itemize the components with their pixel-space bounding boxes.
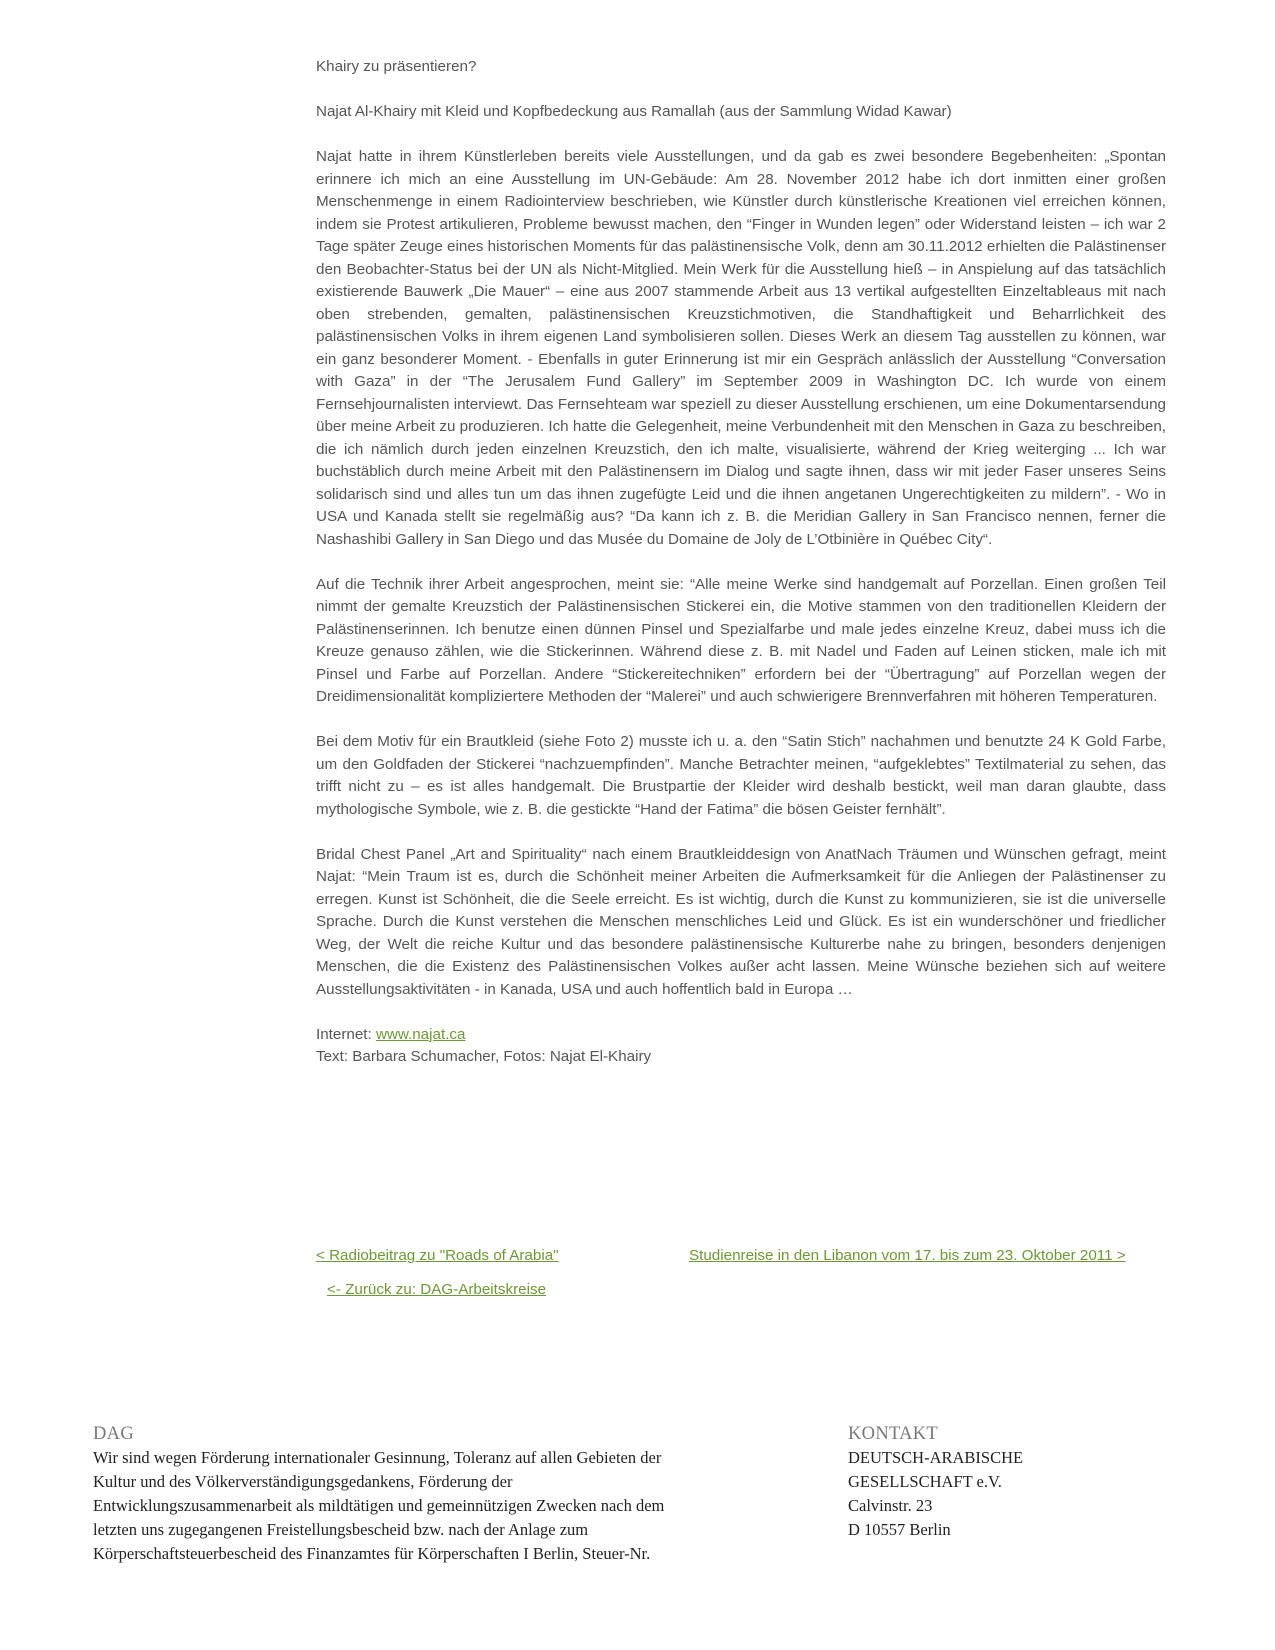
footer-about [93, 1422, 733, 1566]
article-paragraph: Auf die Technik ihrer Arbeit angesprochen, meint sie: “Alle meine Werke sind handgemalt auf Porzellan. Einen großen Teil nimmt der gemalte Kreuzstich der Palästinensischen Stickerei ein, die Motive stammen von den traditionellen Kleidern der Palästinenserinnen. Ich benutze einen dünnen Pinsel und Spezialfarbe und male jedes einzelne Kreuz, dabei muss ich die Kreuze genauso zählen, wie die Stickerinnen. Während diese z. B. mit Nadel und Faden auf Leinen sticken, male ich mit Pinsel und Farbe auf Porzellan. Andere “Stickereitechniken” erfordern bei der “Übertragung” auf Porzellan wegen der Dreidimensionalität kompliziertere Methoden der “Malerei” und auch schwierigere Brennverfahren mit höheren Temperaturen. [316, 575, 1166, 705]
footer-about-heading: DAG [93, 1424, 134, 1444]
next-article-link[interactable]: Studienreise in den Libanon vom 17. bis zum 23. Oktober 2011 > [689, 1247, 1126, 1264]
footer-contact-heading: KONTAKT [848, 1424, 939, 1444]
article-paragraph: Bridal Chest Panel „Art and Spirituality“ nach einem Brautkleiddesign von AnatNach Träumen und Wünschen gefragt, meint Najat: “Mein Traum ist es, durch die Schönheit meiner Arbeiten die Aufmerksamkeit für die Anliegen der Palästinenser zu erregen. Kunst ist Schönheit, die die Seele erreicht. Es ist wichtig, durch die Kunst zu kommunizieren, sie ist die universelle Sprache. Durch die Kunst verstehen die Menschen menschliches Leid und Glück. Es ist ein wunderschöner und friedlicher Weg, der Welt die reiche Kultur und das besondere palästinensische Kulturerbe nahe zu bringen, besonders denjenigen Menschen, die die Existenz des Palästinensischen Volkes außer acht lassen. Meine Wünsche beziehen sich auf weitere Ausstellungsaktivitäten - in Kanada, USA und auch hoffentlich bald in Europa … [316, 845, 1166, 998]
footer-about-line: Entwicklungszusammenarbeit als mildtätigen und gemeinnützigen Zwecken nach dem [93, 1496, 665, 1515]
image-caption: Najat Al-Khairy mit Kleid und Kopfbedeckung aus Ramallah (aus der Sammlung Widad Kawar) [316, 103, 952, 120]
website-link[interactable]: www.najat.ca [375, 1025, 466, 1043]
footer-about-line: Kultur und des Völkerverständigungsgedankens, Förderung der [93, 1472, 513, 1491]
footer-contact-line: D 10557 Berlin [848, 1520, 951, 1539]
internet-label: Internet: [316, 1025, 376, 1043]
prev-article-link[interactable]: < Radiobeitrag zu "Roads of Arabia" [316, 1247, 559, 1264]
article-paragraph: Najat hatte in ihrem Künstlerleben bereits viele Ausstellungen, und da gab es zwei besondere Begebenheiten: „Spontan erinnere ich mich an eine Ausstellung im UN-Gebäude: Am 28. November 2012 habe ich dort inmitten einer großen Menschenmenge in einem Radiointerview beschrieben, wie Künstler durch künstlerische Kreationen viel erreichen können, indem sie Protest artikulieren, Probleme bewusst machen, den “Finger in Wunden legen” oder Widerstand leisten – ich war 2 Tage später Zeuge eines historischen Moments für das palästinensische Volk, denn am 30.11.2012 erhielten die Palästinenser den Beobachter-Status bei der UN als Nicht-Mitglied. Mein Werk für die Ausstellung hieß – in Anspielung auf das tatsächlich existierende Bauwerk „Die Mauer“ – eine aus 2007 stammende Arbeit aus 13 vertikal aufgestellten Einzeltableaus mit nach oben strebenden, gemalten, palästinensischen Kreuzstichmotiven, die Standhaftigkeit und Beharrlichkeit des palästinensischen Volks in ihrem eigenen Land symbolisieren sollen. Dieses Werk an diesem Tag ausstellen zu können, war ein ganz besonderer Moment. - Ebenfalls in guter Erinnerung ist mir ein Gespräch anlässlich der Ausstellung “Conversation with Gaza” in der “The Jerusalem Fund Gallery” im September 2009 in Washington DC. Ich wurde von einem Fernsehjournalisten interviewt. Das Fernsehteam war speziell zu dieser Ausstellung erschienen, um eine Dokumentarsendung über meine Arbeit zu produzieren. Ich hatte die Gelegenheit, meine Verbundenheit mit den Menschen in Gaza zu beschreiben, die ich nämlich durch jeden einzelnen Kreuzstich, den ich malte, visualisierte, während der Krieg weiterging ... Ich war buchstäblich durch meine Arbeit mit den Palästinensern im Dialog und sagte ihnen, dass wir mit jeder Faser unseres Seins solidarisch sind und alles tun um das ihnen zugefügte Leid und die ihnen angetanen Ungerechtigkeiten zu mildern”. - Wo in USA und Kanada stellt sie regelmäßig aus? “Da kann ich z. B. die Meridian Gallery in San Francisco nennen, ferner die Nashashibi Gallery in San Diego und das Musée du Domaine de Joly de L’Otbinière in Québec City“. [316, 148, 1166, 548]
back-to-section-link[interactable]: <- Zurück zu: DAG-Arbeitskreise [327, 1281, 547, 1298]
footer-contact-line: Calvinstr. 23 [848, 1496, 933, 1515]
footer-about-line: Wir sind wegen Förderung internationaler Gesinnung, Toleranz auf allen Gebieten der [93, 1448, 662, 1467]
credits: Text: Barbara Schumacher, Fotos: Najat El-Khairy [316, 1048, 652, 1065]
article-paragraph: Bei dem Motiv für ein Brautkleid (siehe Foto 2) musste ich u. a. den “Satin Stich” nachahmen und benutzte 24 K Gold Farbe, um den Goldfaden der Stickerei “nachzuempfinden”. Manche Betrachter meinen, “aufgeklebtes” Textilmaterial zu sehen, das trifft nicht zu – es ist alles handgemalt. Die Brustpartie der Kleider wird deshalb bestickt, weil man daran glaubte, dass mythologische Symbole, wie z. B. die gestickte “Hand der Fatima” die bösen Geister fernhält”. [316, 733, 1166, 818]
footer-contact [848, 1422, 1108, 1542]
footer-about-line: letzten uns zugegangenen Freistellungsbescheid bzw. nach der Anlage zum [93, 1520, 589, 1539]
article-body [316, 56, 1166, 1069]
footer-contact-line: GESELLSCHAFT e.V. [848, 1472, 1002, 1491]
footer-about-line: Körperschaftsteuerbescheid des Finanzamtes für Körperschaften I Berlin, Steuer-Nr. [93, 1544, 651, 1563]
article-paragraph: Khairy zu präsentieren? [316, 58, 477, 75]
footer-contact-line: DEUTSCH-ARABISCHE [848, 1448, 1024, 1467]
internet-line [316, 1024, 1166, 1047]
